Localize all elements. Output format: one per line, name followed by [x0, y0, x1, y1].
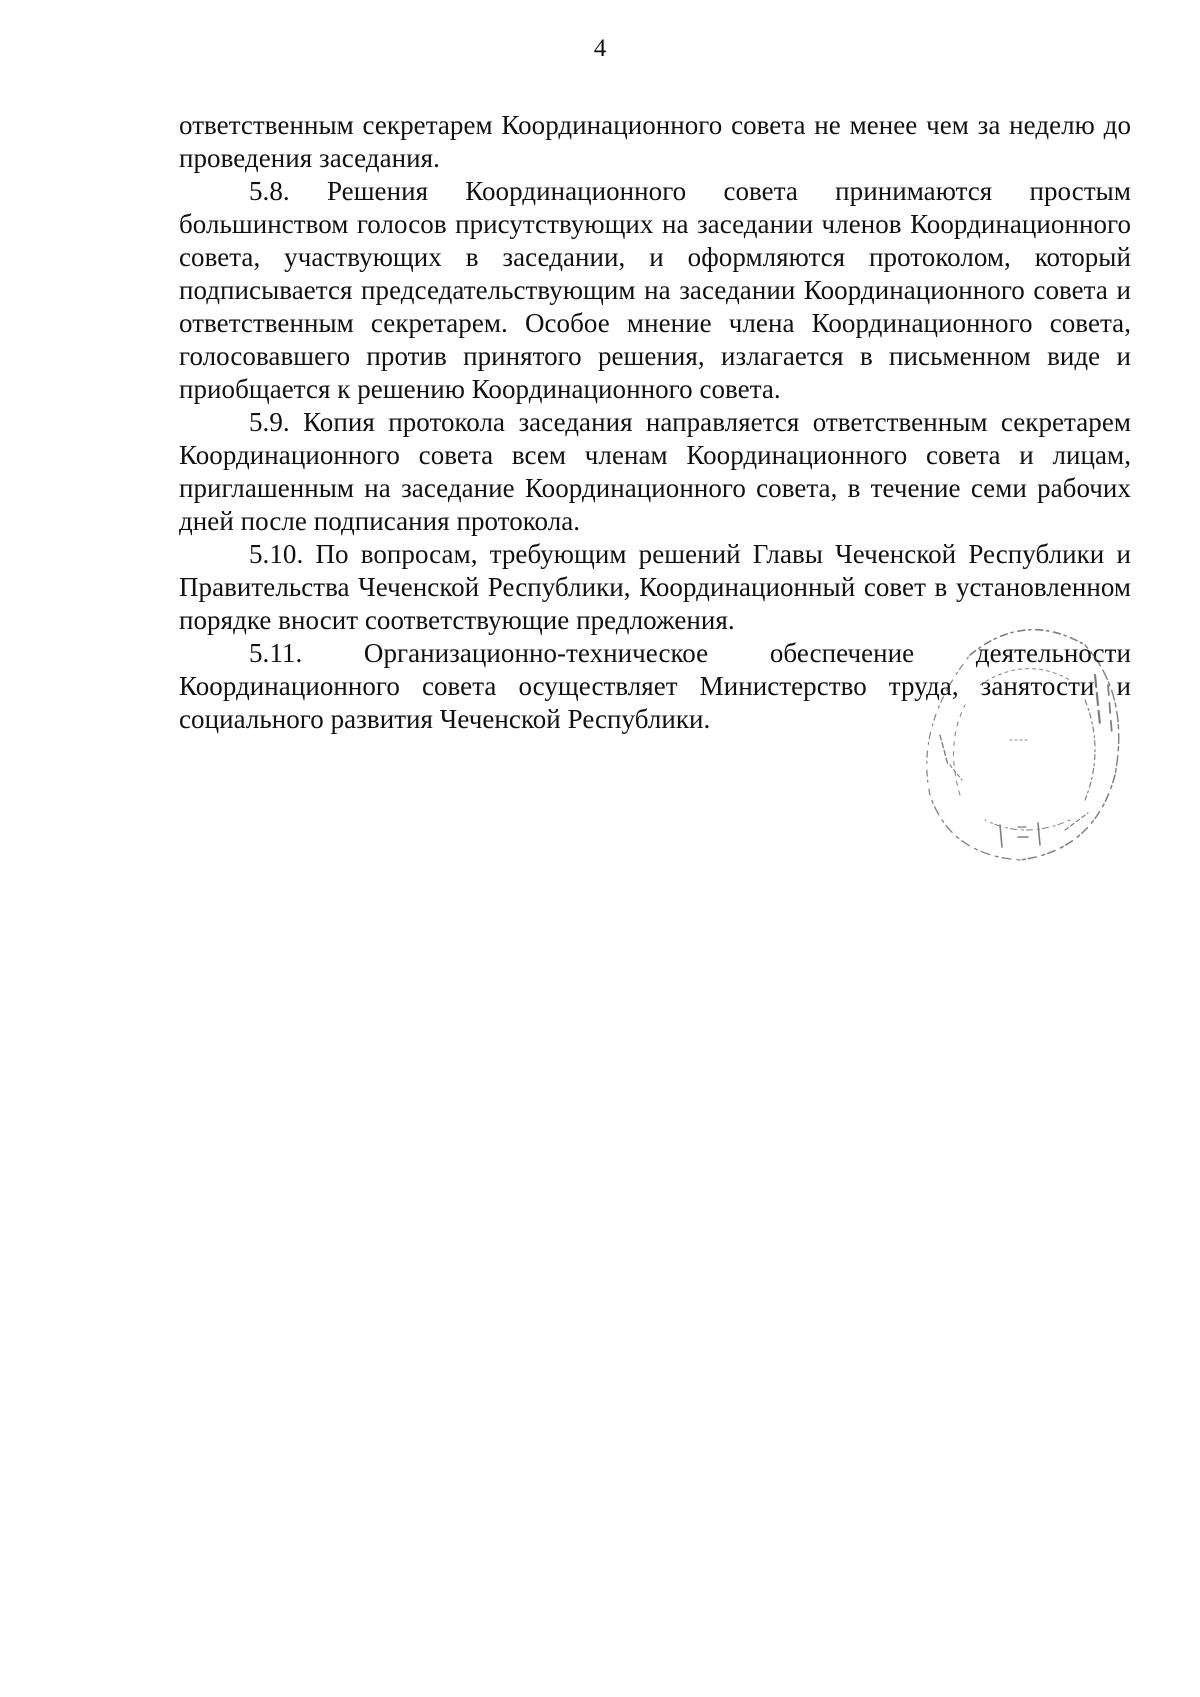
page-number: 4: [593, 35, 607, 62]
paragraph-5-9: 5.9. Копия протокола заседания направляется ответственным секретарем Координационного совета всем членам Координационного совета и лицам, приглашенным на заседание Координационного совета, в течение семи рабочих дней после подписания протокола.: [179, 407, 1131, 536]
paragraph-5-10: 5.10. По вопросам, требующим решений Главы Чеченской Республики и Правительства Чеченской Республики, Координационный совет в установленном порядке вносит соответствующие предложения.: [179, 539, 1131, 635]
paragraph-5-11: 5.11. Организационно-техническое обеспечение деятельности Координационного совета осуществляет Министерство труда, занятости и социального развития Чеченской Республики.: [179, 638, 1131, 734]
paragraph-5-8: 5.8. Решения Координационного совета принимаются простым большинством голосов присутствующих на заседании членов Координационного совета, участвующих в заседании, и оформляются протоколом, который подписывается председательствующим на заседании Координационного совета и ответственным секретарем. Особое мнение члена Координационного совета, голосовавшего против принятого решения, излагается в письменном виде и приобщается к решению Координационного совета.: [179, 176, 1131, 404]
paragraph-continuation: ответственным секретарем Координационного совета не менее чем за неделю до проведения заседания.: [179, 110, 1131, 173]
document-body: [179, 109, 1131, 736]
